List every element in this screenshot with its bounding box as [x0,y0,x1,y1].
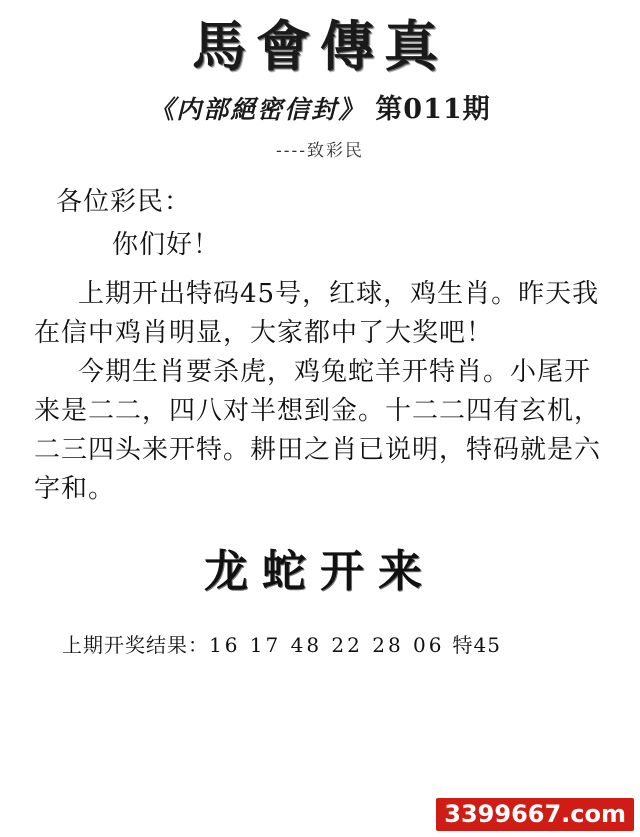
greeting: 你们好！ [112,229,221,260]
result-numbers: 16 17 48 22 28 06 [209,632,445,657]
watermark-badge: 3399667.com [436,798,634,831]
paragraph-current-tip: 今期生肖要杀虎，鸡兔蛇羊开特肖。小尾开来是二二，四八对半想到金。十二二四有玄机，二三四头来开特。耕田之肖已说明，特码就是六字和。 [34,356,602,504]
paragraph-previous-result: 上期开出特码45号，红球，鸡生肖。昨天我在信中鸡肖明显，大家都中了大奖吧！ [34,278,600,348]
special-number: 45 [473,632,501,657]
result-label: 上期开奖结果： [62,632,209,657]
previous-draw-result [62,629,640,658]
body-text [34,183,606,509]
special-label: 特 [452,632,474,657]
confidential-envelope-label: 《内部絕密信封》 [149,94,366,124]
subtitle-row [0,87,640,126]
salutation: 各位彩民： [56,186,192,217]
page-title: 馬會傳真 [192,14,448,78]
issue-number: 第011期 [375,93,491,125]
highlight-prediction: 龙蛇开来 [204,545,436,597]
dedication-line: ----致彩民 [276,140,364,161]
